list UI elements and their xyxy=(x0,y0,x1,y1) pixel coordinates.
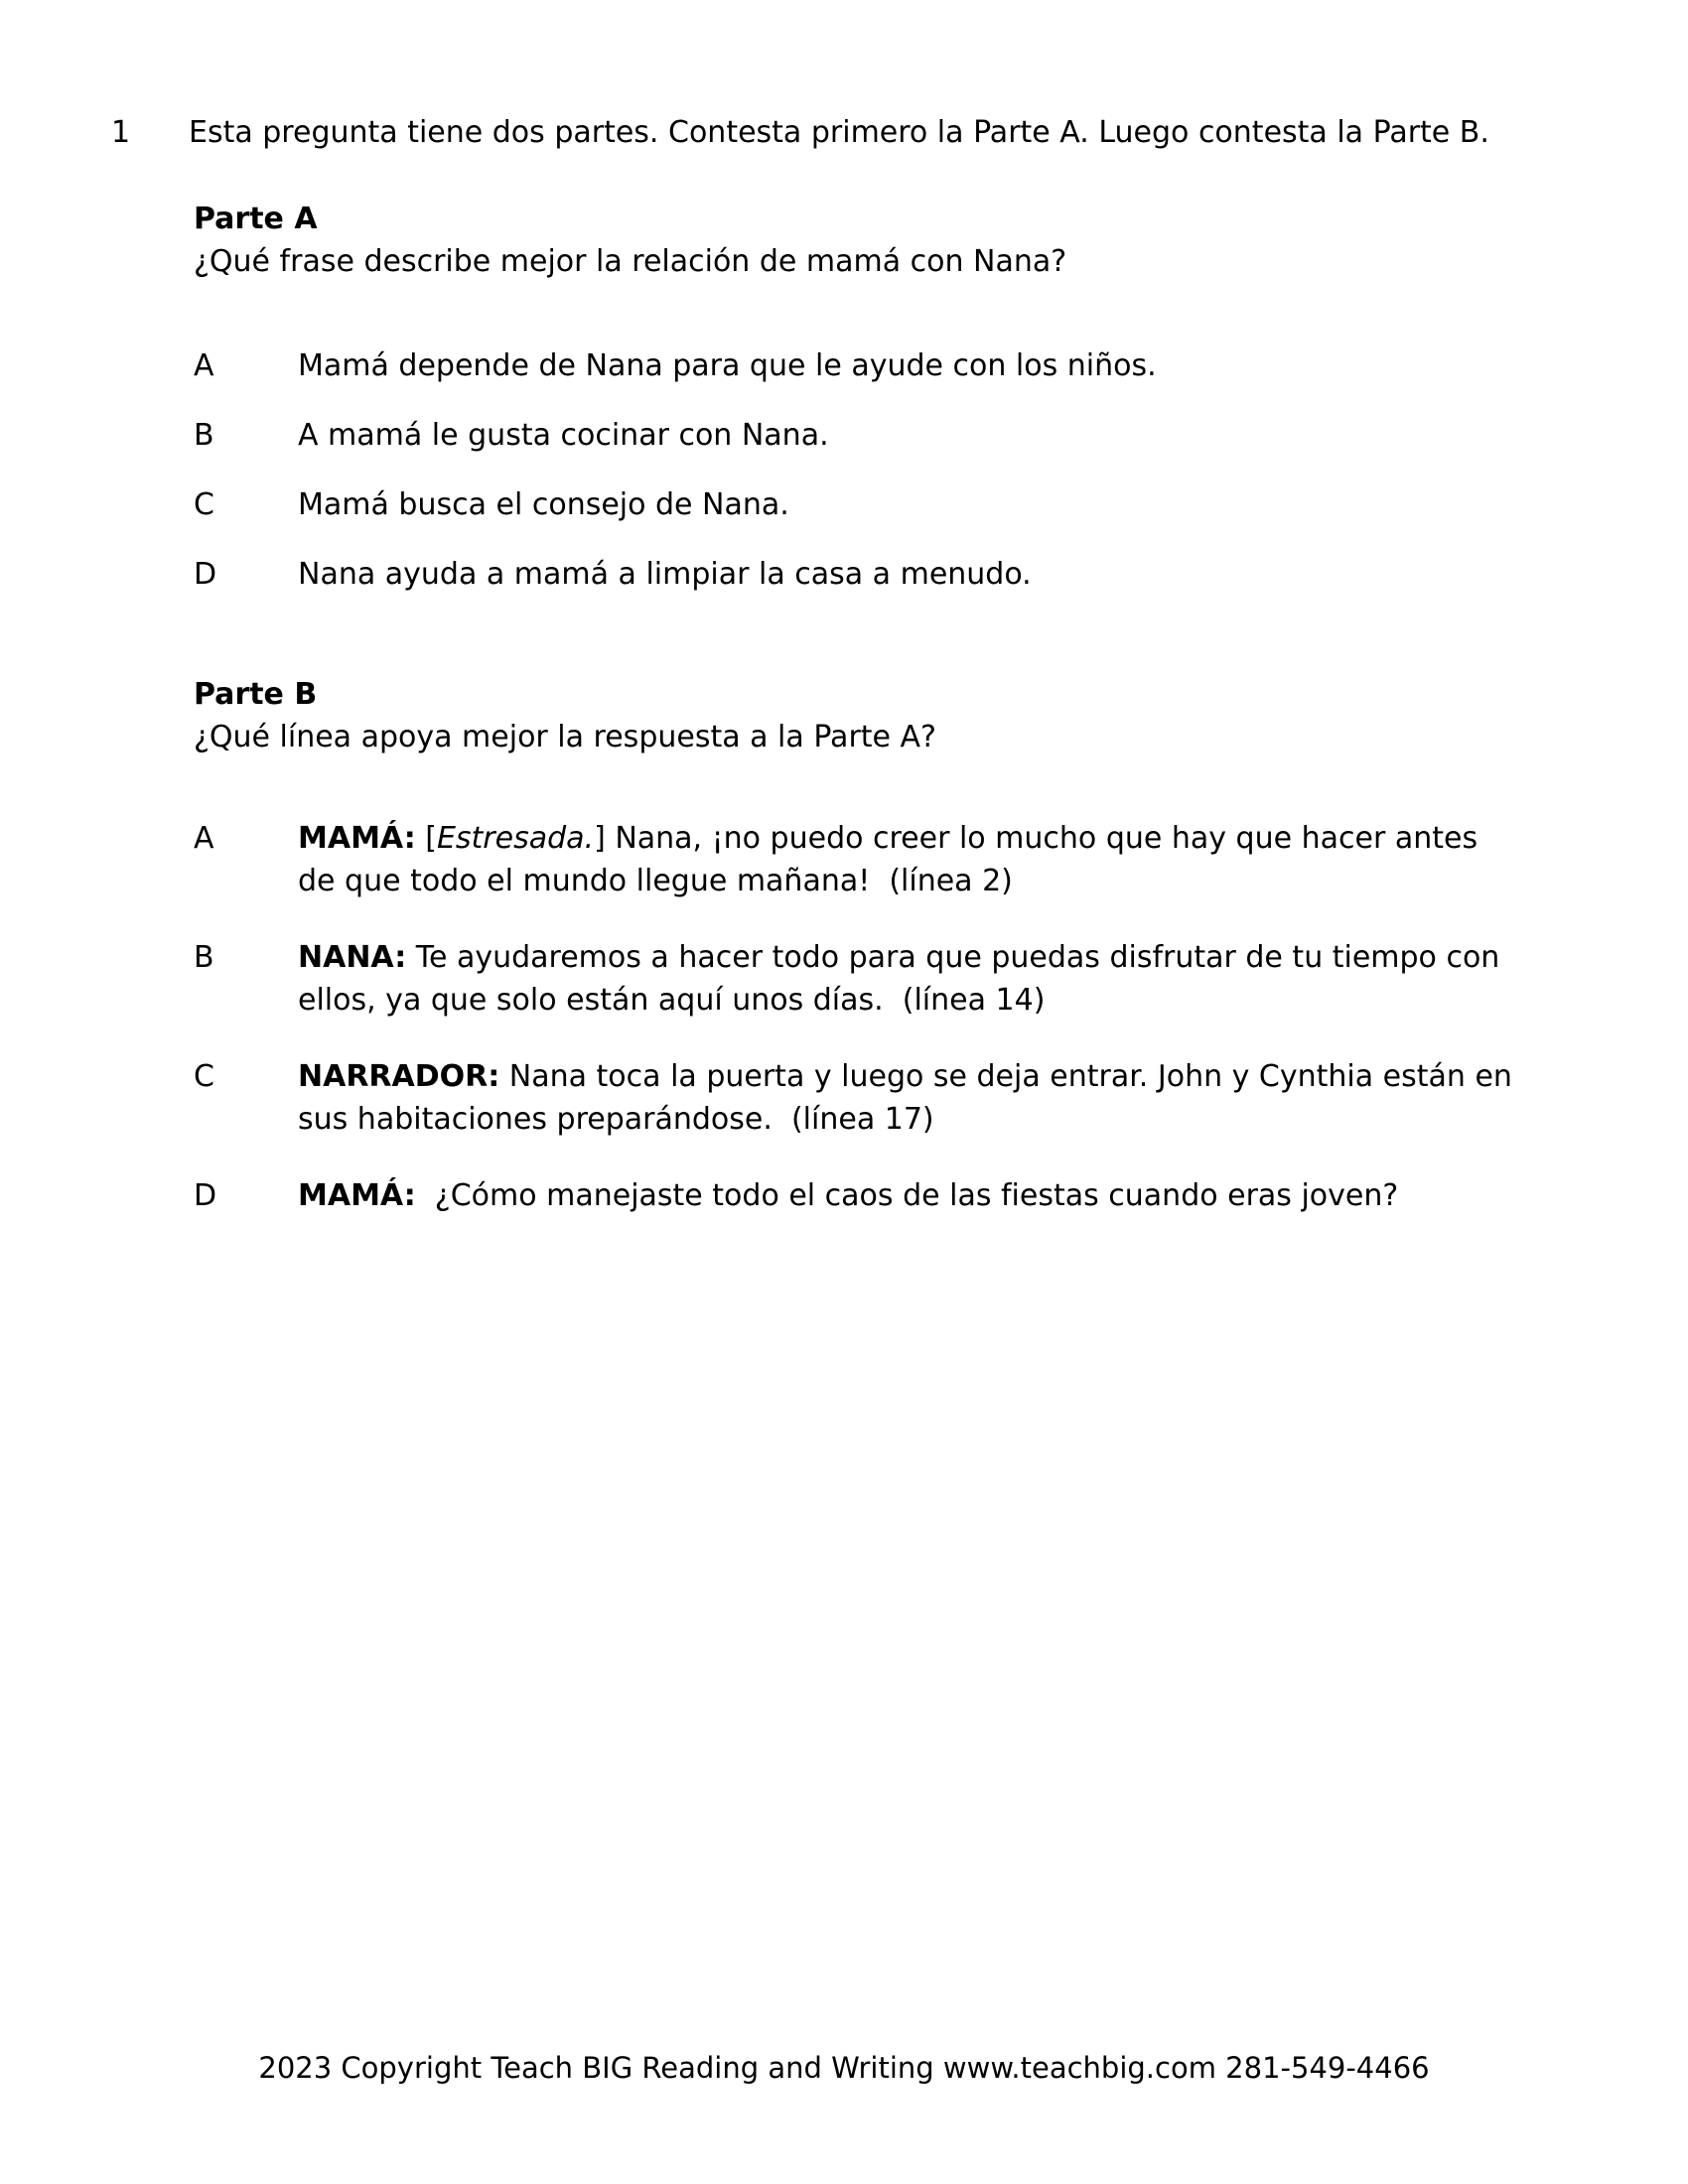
option-letter: D xyxy=(194,557,217,592)
option-letter: B xyxy=(194,418,214,453)
option-line: Nana toca la puerta y luego se deja entrar. John y Cynthia están en sus habitaciones preparándose. (línea 17) xyxy=(298,1059,1522,1137)
option-row-d xyxy=(194,553,1688,596)
option-line: Te ayudaremos a hacer todo para que puedas disfrutar de tu tiempo con ellos, ya que solo están aquí unos días. (línea 14) xyxy=(298,940,1509,1018)
parte-b-question: ¿Qué línea apoya mejor la respuesta a la Parte A? xyxy=(194,720,936,754)
option-letter: A xyxy=(194,348,214,383)
option-letter: C xyxy=(194,487,214,522)
parte-b-section xyxy=(194,673,1688,1217)
speaker-name: MAMÁ: xyxy=(298,1178,416,1213)
parte-b-options xyxy=(194,817,1688,1217)
option-text: Mamá depende de Nana para que le ayude con los niños. xyxy=(298,348,1157,383)
question-intro-row xyxy=(111,111,1688,154)
option-row-b xyxy=(194,936,1688,1022)
parte-a-options xyxy=(194,344,1688,596)
option-line: ¿Cómo manejaste todo el caos de las fiestas cuando eras joven? xyxy=(415,1178,1399,1213)
option-text: A mamá le gusta cocinar con Nana. xyxy=(298,418,829,453)
bracket-close: ] xyxy=(594,821,616,856)
option-row-c xyxy=(194,483,1688,526)
speaker-name: MAMÁ: xyxy=(298,821,416,856)
question-intro-text: Esta pregunta tiene dos partes. Contesta primero la Parte A. Luego contesta la Parte B. xyxy=(189,115,1489,150)
stage-direction: Estresada. xyxy=(436,821,595,856)
option-text xyxy=(298,817,1514,902)
parte-a-title: Parte A xyxy=(194,202,318,236)
speaker-name: NARRADOR: xyxy=(298,1059,500,1094)
option-letter: D xyxy=(194,1178,217,1213)
option-text xyxy=(298,1055,1522,1141)
speaker-name: NANA: xyxy=(298,940,407,975)
option-text xyxy=(298,1174,1514,1217)
parte-b-title: Parte B xyxy=(194,677,318,712)
bracket-open: [ xyxy=(415,821,437,856)
parte-a-question: ¿Qué frase describe mejor la relación de mamá con Nana? xyxy=(194,244,1067,279)
parte-a-section xyxy=(194,198,1688,596)
option-letter: C xyxy=(194,1059,214,1094)
option-line: Nana, ¡no puedo creer lo mucho que hay que hacer antes de que todo el mundo llegue mañana! (línea 2) xyxy=(298,821,1487,898)
option-row-c xyxy=(194,1055,1688,1141)
option-row-b xyxy=(194,414,1688,457)
option-row-a xyxy=(194,344,1688,387)
copyright-footer: 2023 Copyright Teach BIG Reading and Writing www.teachbig.com 281-549-4466 xyxy=(258,2051,1430,2085)
option-text: Mamá busca el consejo de Nana. xyxy=(298,487,789,522)
option-row-d xyxy=(194,1174,1688,1217)
option-text xyxy=(298,936,1514,1022)
option-text: Nana ayuda a mamá a limpiar la casa a menudo. xyxy=(298,557,1032,592)
question-number: 1 xyxy=(111,115,131,150)
option-letter: A xyxy=(194,821,214,856)
option-row-a xyxy=(194,817,1688,902)
option-letter: B xyxy=(194,940,214,975)
